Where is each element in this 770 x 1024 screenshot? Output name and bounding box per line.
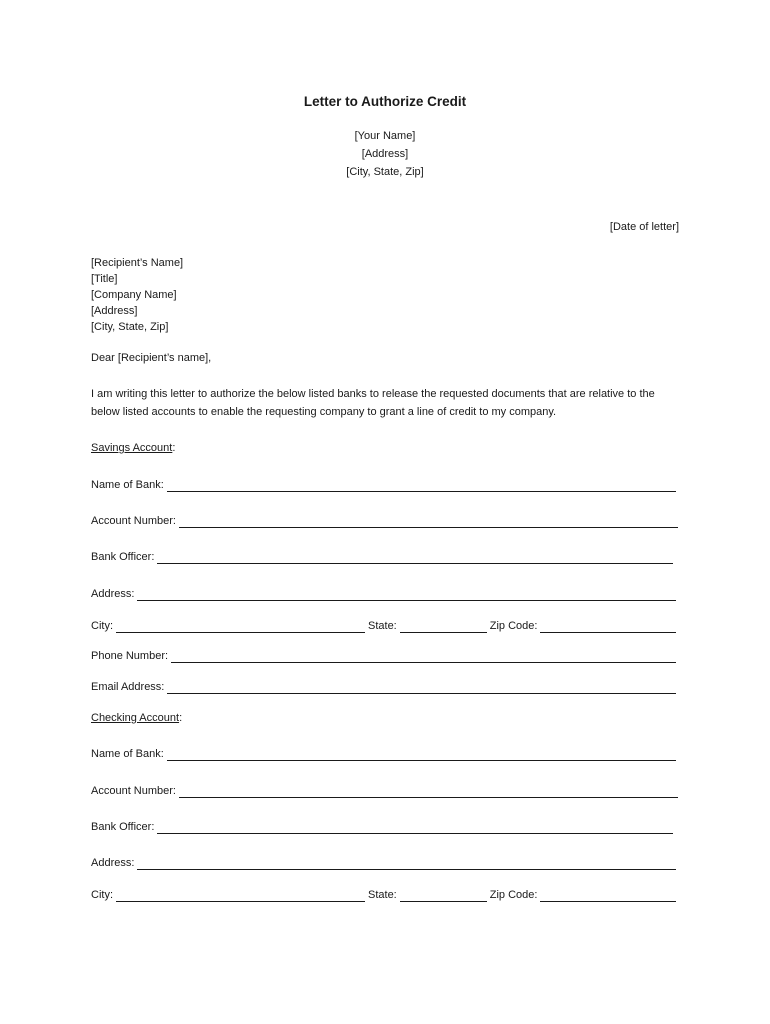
savings-account-number-field[interactable] [91, 514, 678, 528]
savings-email-line[interactable] [167, 681, 676, 694]
checking-bank-officer-label: Bank Officer: [91, 821, 155, 833]
savings-heading [91, 441, 175, 455]
checking-name-of-bank-label: Name of Bank: [91, 748, 164, 760]
savings-state-label: State: [368, 620, 397, 632]
savings-heading-label: Savings Account [91, 442, 173, 454]
checking-account-number-line[interactable] [179, 785, 678, 798]
letter-date: [Date of letter] [609, 221, 679, 233]
savings-name-of-bank-field[interactable] [91, 478, 676, 492]
recipient-title: [Title] [91, 273, 118, 285]
savings-address-label: Address: [91, 588, 135, 600]
recipient-city-state-zip: [City, State, Zip] [91, 321, 169, 333]
savings-city-label: City: [91, 620, 113, 632]
checking-city-state-zip-row [91, 888, 676, 902]
savings-address-field[interactable] [91, 587, 676, 601]
savings-name-of-bank-line[interactable] [167, 479, 676, 492]
checking-state-line[interactable] [400, 889, 487, 902]
body-paragraph: I am writing this letter to authorize the below listed banks to release the requested documents that are relative to the below listed accounts to enable the requesting company to grant a line of credit to my company. [91, 388, 655, 418]
checking-heading [91, 711, 182, 725]
recipient-address: [Address] [91, 305, 138, 317]
checking-zip-line[interactable] [540, 889, 676, 902]
sender-name: [Your Name] [354, 130, 416, 142]
sender-address: [Address] [361, 148, 409, 160]
savings-bank-officer-label: Bank Officer: [91, 551, 155, 563]
savings-account-number-line[interactable] [179, 515, 678, 528]
salutation: Dear [Recipient’s name], [91, 352, 212, 364]
savings-phone-field[interactable] [91, 649, 676, 663]
checking-heading-label: Checking Account [91, 712, 180, 724]
document-title: Letter to Authorize Credit [303, 94, 467, 109]
checking-address-line[interactable] [137, 857, 676, 870]
checking-account-number-field[interactable] [91, 784, 678, 798]
savings-phone-line[interactable] [171, 650, 676, 663]
checking-city-label: City: [91, 889, 113, 901]
checking-city-line[interactable] [116, 889, 365, 902]
savings-email-field[interactable] [91, 680, 676, 694]
savings-address-line[interactable] [137, 588, 676, 601]
checking-bank-officer-line[interactable] [157, 821, 673, 834]
checking-bank-officer-field[interactable] [91, 820, 673, 834]
checking-heading-colon: : [179, 712, 183, 724]
checking-address-field[interactable] [91, 856, 676, 870]
checking-name-of-bank-field[interactable] [91, 747, 676, 761]
savings-email-label: Email Address: [91, 681, 165, 693]
checking-state-label: State: [368, 889, 397, 901]
recipient-name: [Recipient’s Name] [91, 257, 184, 269]
savings-bank-officer-line[interactable] [157, 551, 673, 564]
savings-heading-colon: : [172, 442, 176, 454]
savings-zip-label: Zip Code: [489, 620, 538, 632]
savings-city-line[interactable] [116, 620, 365, 633]
savings-account-number-label: Account Number: [91, 515, 176, 527]
checking-address-label: Address: [91, 857, 135, 869]
savings-name-of-bank-label: Name of Bank: [91, 479, 164, 491]
sender-city-state-zip: [City, State, Zip] [346, 166, 424, 178]
savings-zip-line[interactable] [540, 620, 676, 633]
checking-zip-label: Zip Code: [489, 889, 538, 901]
savings-phone-label: Phone Number: [91, 650, 169, 662]
checking-account-number-label: Account Number: [91, 785, 176, 797]
savings-state-line[interactable] [400, 620, 487, 633]
recipient-company: [Company Name] [91, 289, 177, 301]
savings-city-state-zip-row [91, 619, 676, 633]
checking-name-of-bank-line[interactable] [167, 748, 676, 761]
savings-bank-officer-field[interactable] [91, 550, 673, 564]
